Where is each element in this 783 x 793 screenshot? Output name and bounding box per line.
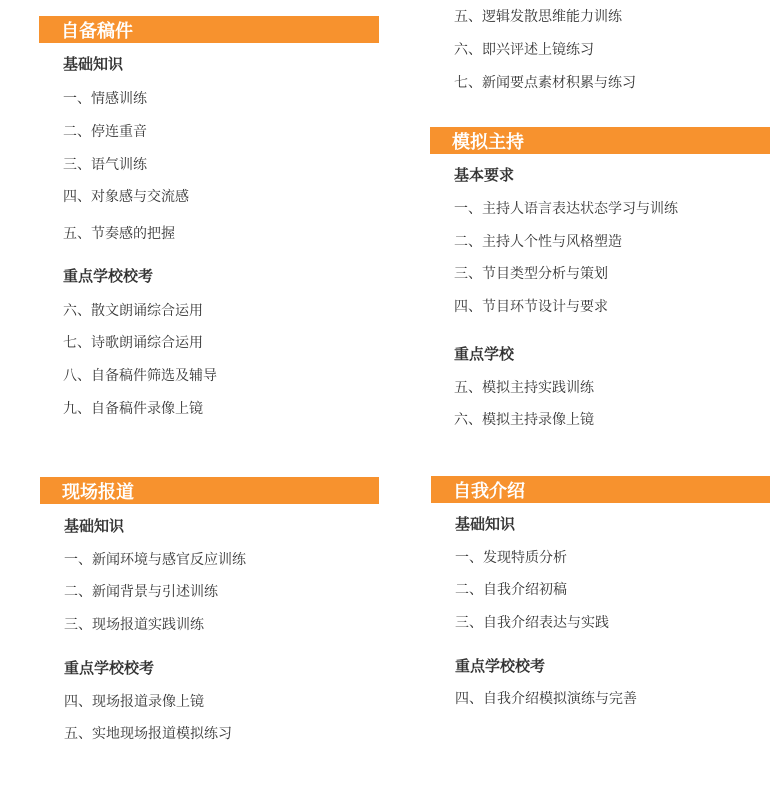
list-item: 四、节目环节设计与要求 bbox=[454, 299, 608, 315]
group-title: 基础知识 bbox=[64, 517, 125, 535]
section-title: 模拟主持 bbox=[452, 131, 524, 153]
list-item: 三、语气训练 bbox=[63, 157, 147, 173]
group-title: 重点学校校考 bbox=[63, 267, 154, 285]
list-item: 九、自备稿件录像上镜 bbox=[63, 401, 203, 417]
list-item: 七、新闻要点素材积累与练习 bbox=[454, 75, 636, 91]
section-self-prepared bbox=[39, 16, 379, 436]
list-item: 六、散文朗诵综合运用 bbox=[63, 303, 203, 319]
list-item: 一、情感训练 bbox=[63, 91, 147, 107]
list-item: 六、模拟主持录像上镜 bbox=[454, 412, 594, 428]
group-title: 重点学校校考 bbox=[455, 657, 546, 675]
list-item: 三、现场报道实践训练 bbox=[64, 617, 204, 633]
group-title: 基础知识 bbox=[63, 55, 124, 73]
list-item: 四、自我介绍模拟演练与完善 bbox=[455, 691, 637, 707]
list-item: 三、自我介绍表达与实践 bbox=[455, 615, 609, 631]
list-item: 四、现场报道录像上镜 bbox=[64, 694, 204, 710]
section-self-intro bbox=[431, 476, 770, 726]
list-item: 三、节目类型分析与策划 bbox=[454, 266, 608, 282]
list-item: 四、对象感与交流感 bbox=[63, 189, 189, 205]
section-title-bar bbox=[431, 476, 770, 503]
list-item: 八、自备稿件筛选及辅导 bbox=[63, 368, 217, 384]
list-item: 七、诗歌朗诵综合运用 bbox=[63, 335, 203, 351]
list-item: 二、停连重音 bbox=[63, 124, 147, 140]
section-title-bar bbox=[39, 16, 379, 43]
list-item: 一、主持人语言表达状态学习与训练 bbox=[454, 201, 678, 217]
list-item: 五、实地现场报道模拟练习 bbox=[64, 726, 232, 742]
list-item: 六、即兴评述上镜练习 bbox=[454, 42, 594, 58]
group-title: 重点学校 bbox=[454, 345, 515, 363]
list-item: 二、新闻背景与引述训练 bbox=[64, 584, 218, 600]
list-item: 五、节奏感的把握 bbox=[63, 226, 175, 242]
group-title: 基本要求 bbox=[454, 166, 515, 184]
section-title-bar bbox=[430, 127, 770, 154]
list-item: 二、主持人个性与风格塑造 bbox=[454, 234, 622, 250]
section-title: 自备稿件 bbox=[61, 20, 133, 42]
group-title: 重点学校校考 bbox=[64, 659, 155, 677]
section-field-report bbox=[40, 477, 379, 757]
list-item: 一、新闻环境与感官反应训练 bbox=[64, 552, 246, 568]
list-item: 一、发现特质分析 bbox=[455, 550, 567, 566]
group-title: 基础知识 bbox=[455, 515, 516, 533]
list-item: 五、逻辑发散思维能力训练 bbox=[454, 9, 622, 25]
section-title-bar bbox=[40, 477, 379, 504]
section-title: 自我介绍 bbox=[453, 480, 525, 502]
section-mock-hosting bbox=[430, 0, 770, 440]
section-title: 现场报道 bbox=[62, 481, 134, 503]
list-item: 五、模拟主持实践训练 bbox=[454, 380, 594, 396]
list-item: 二、自我介绍初稿 bbox=[455, 582, 567, 598]
